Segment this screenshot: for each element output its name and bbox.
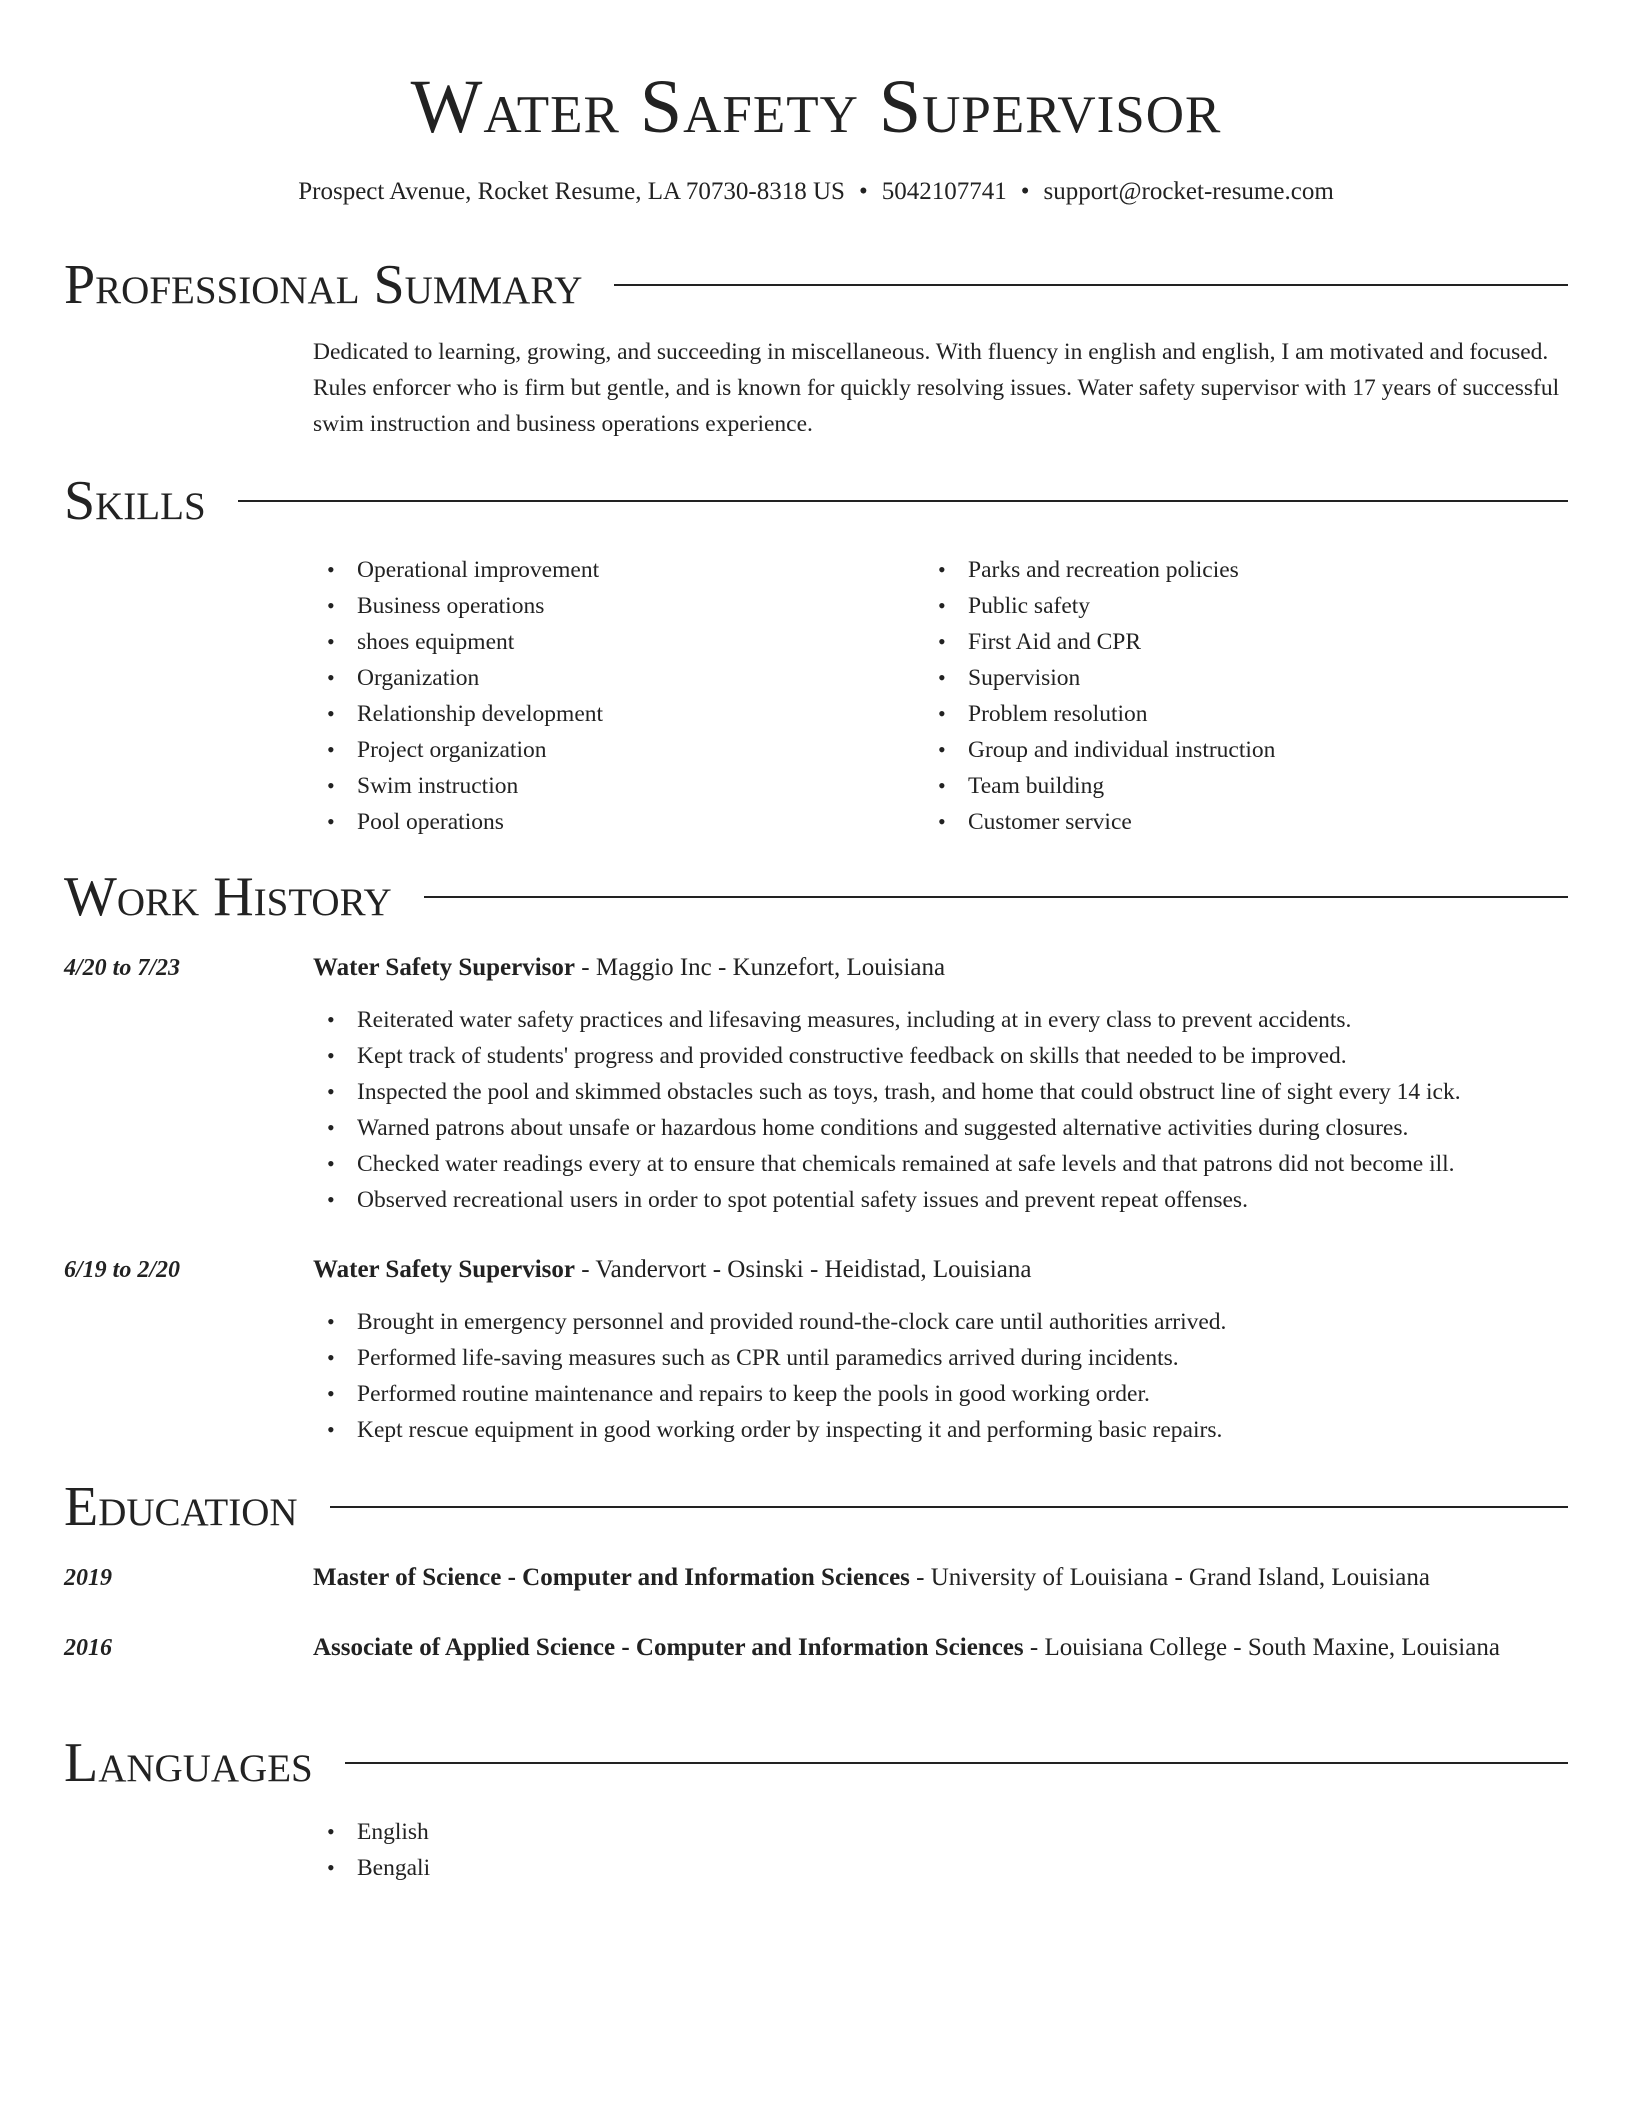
job-bullets <box>313 1002 1461 1218</box>
job-bullet: • Performed life-saving measures such as CPR until paramedics arrived during incidents. <box>313 1340 1226 1376</box>
job-title: Water Safety Supervisor <box>313 954 576 981</box>
section-divider <box>614 284 1568 286</box>
skills-section-header <box>64 466 1568 536</box>
contact-separator: • <box>858 178 868 205</box>
skill-item: • Project organization <box>313 732 603 768</box>
skill-item: • Operational improvement <box>313 552 603 588</box>
languages-section-header <box>64 1728 1568 1798</box>
education-year: 2016 <box>64 1635 112 1661</box>
email[interactable]: support@rocket-resume.com <box>1043 178 1334 205</box>
skill-item: • Relationship development <box>313 696 603 732</box>
job-title-line <box>313 948 1563 988</box>
skill-item: • Business operations <box>313 588 603 624</box>
skill-item: • Pool operations <box>313 804 603 840</box>
job-bullet: • Brought in emergency personnel and provided round-the-clock care until authorities arrived. <box>313 1304 1226 1340</box>
job-title-line <box>313 1250 1563 1290</box>
job-bullet: • Observed recreational users in order to spot potential safety issues and prevent repeat offenses. <box>313 1182 1461 1218</box>
skill-item: • Problem resolution <box>924 696 1275 732</box>
skill-item: • Customer service <box>924 804 1275 840</box>
languages-heading: Languages <box>64 1732 313 1794</box>
skill-item: • First Aid and CPR <box>924 624 1275 660</box>
job-bullet: • Inspected the pool and skimmed obstacles such as toys, trash, and home that could obstruct line of sight every 14 ick. <box>313 1074 1461 1110</box>
address: Prospect Avenue, Rocket Resume, LA 70730-8318 US <box>298 178 845 205</box>
skill-item: • shoes equipment <box>313 624 603 660</box>
section-divider <box>345 1762 1568 1764</box>
education-entry <box>313 1558 1563 1598</box>
section-divider <box>238 500 1568 502</box>
skill-item: • Organization <box>313 660 603 696</box>
work-heading: Work History <box>64 866 392 928</box>
job-dates: 6/19 to 2/20 <box>64 1257 181 1283</box>
education-section-header <box>64 1472 1568 1542</box>
job-bullet: • Kept track of students' progress and provided constructive feedback on skills that needed to be improved. <box>313 1038 1461 1074</box>
summary-section-header <box>64 250 1568 320</box>
job-bullet: • Performed routine maintenance and repairs to keep the pools in good working order. <box>313 1376 1226 1412</box>
job-employer: - Vandervort - Osinski - Heidistad, Louisiana <box>575 1256 1032 1283</box>
education-heading: Education <box>64 1476 298 1538</box>
school: - Louisiana College - South Maxine, Louisiana <box>1023 1634 1500 1661</box>
job-bullet: • Warned patrons about unsafe or hazardous home conditions and suggested alternative activities during closures. <box>313 1110 1461 1146</box>
job-bullet: • Reiterated water safety practices and lifesaving measures, including at in every class to prevent accidents. <box>313 1002 1461 1038</box>
job-bullet: • Checked water readings every at to ensure that chemicals remained at safe levels and that patrons did not become ill. <box>313 1146 1461 1182</box>
skill-item: • Supervision <box>924 660 1275 696</box>
candidate-name: Water Safety Supervisor <box>410 65 1222 149</box>
school: - University of Louisiana - Grand Island, Louisiana <box>909 1564 1430 1591</box>
job-title: Water Safety Supervisor <box>313 1256 576 1283</box>
summary-heading: Professional Summary <box>64 254 583 316</box>
education-year: 2019 <box>64 1565 112 1591</box>
contact-separator: • <box>1020 178 1030 205</box>
skills-list-left <box>313 552 603 840</box>
job-bullets <box>313 1304 1226 1448</box>
skill-item: • Parks and recreation policies <box>924 552 1275 588</box>
skill-item: • Group and individual instruction <box>924 732 1275 768</box>
skills-list-right <box>924 552 1275 840</box>
degree: Associate of Applied Science - Computer and Information Sciences <box>313 1634 1024 1661</box>
job-dates: 4/20 to 7/23 <box>64 955 181 981</box>
education-entry <box>313 1628 1563 1668</box>
skills-heading: Skills <box>64 470 206 532</box>
skill-item: • Public safety <box>924 588 1275 624</box>
work-section-header <box>64 862 1568 932</box>
section-divider <box>330 1506 1568 1508</box>
job-bullet: • Kept rescue equipment in good working order by inspecting it and performing basic repairs. <box>313 1412 1226 1448</box>
skill-item: • Team building <box>924 768 1275 804</box>
language-item: • Bengali <box>313 1850 430 1886</box>
section-divider <box>424 896 1568 898</box>
degree: Master of Science - Computer and Information Sciences <box>313 1564 910 1591</box>
job-employer: - Maggio Inc - Kunzefort, Louisiana <box>575 954 946 981</box>
language-item: • English <box>313 1814 430 1850</box>
phone: 5042107741 <box>881 178 1007 205</box>
skill-item: • Swim instruction <box>313 768 603 804</box>
languages-list <box>313 1814 430 1886</box>
summary-text: Dedicated to learning, growing, and succeeding in miscellaneous. With fluency in english and english, I am motivated and focused. Rules enforcer who is firm but gentle, and is known for quickly resolving issues. Water safety supervisor with 17 years of successful swim instruction and business operations experience. <box>313 339 1560 437</box>
contact-line <box>0 175 1632 209</box>
